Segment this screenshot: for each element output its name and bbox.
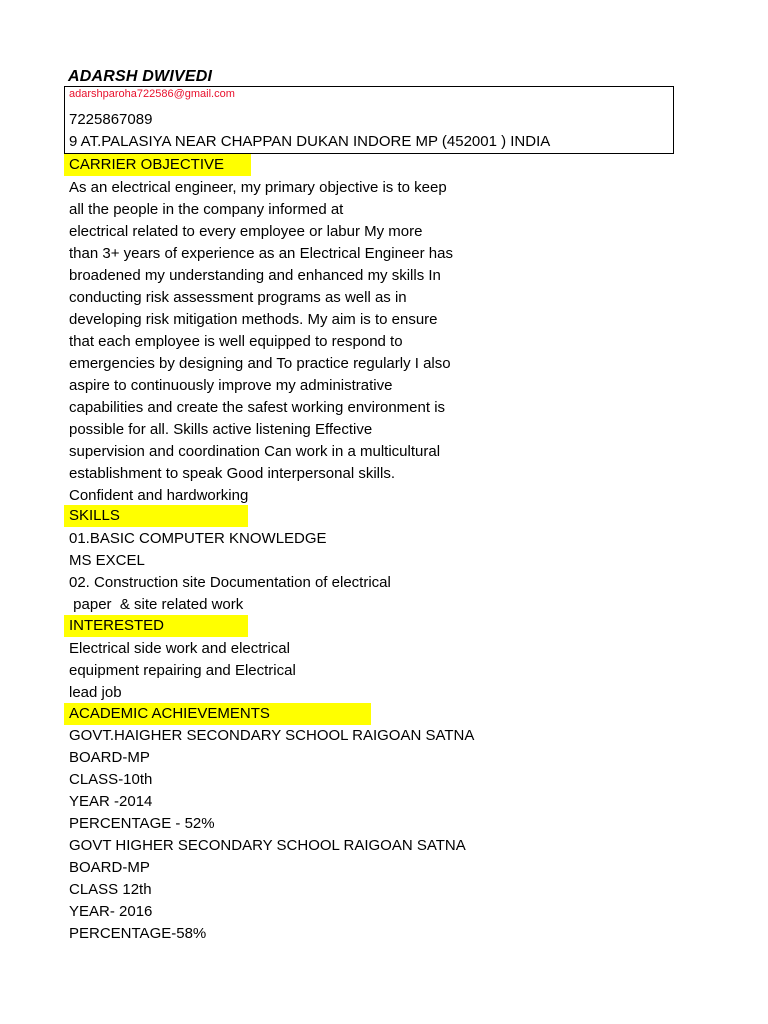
skills-line: 02. Construction site Documentation of electrical: [69, 574, 391, 591]
objective-heading-highlighted: CARRIER OBJECTIV: [69, 156, 215, 173]
academic-line: BOARD-MP: [69, 749, 150, 766]
objective-line: establishment to speak Good interpersonal skills.: [69, 465, 396, 482]
objective-line: Confident and hardworking: [69, 487, 249, 504]
objective-line: possible for all. Skills active listening Effective: [69, 421, 373, 438]
academic-line: CLASS-10th: [69, 771, 153, 788]
objective-line: emergencies by designing and To practice regularly I also: [69, 355, 451, 372]
academic-line: PERCENTAGE - 52%: [69, 815, 215, 832]
objective-line: developing risk mitigation methods. My aim is to ensure: [69, 311, 438, 328]
skills-line: paper & site related work: [69, 596, 244, 613]
objective-line: than 3+ years of experience as an Electrical Engineer has: [69, 245, 453, 262]
interested-heading: INTERESTED: [69, 617, 165, 634]
academic-line: GOVT HIGHER SECONDARY SCHOOL RAIGOAN SATNA: [69, 837, 466, 854]
skills-line: MS EXCEL: [69, 552, 145, 569]
objective-line: supervision and coordination Can work in a multicultural: [69, 443, 441, 460]
academic-line: PERCENTAGE-58%: [69, 925, 207, 942]
objective-line: As an electrical engineer, my primary objective is to keep: [69, 179, 447, 196]
objective-line: aspire to continuously improve my administrative: [69, 377, 393, 394]
interested-line: Electrical side work and electrical: [69, 640, 290, 657]
skills-heading: SKILLS: [69, 507, 120, 524]
objective-line: all the people in the company informed at: [69, 201, 344, 218]
objective-line: conducting risk assessment programs as well as in: [69, 289, 407, 306]
address: 9 AT.PALASIYA NEAR CHAPPAN DUKAN INDORE MP (452001 ) INDIA: [69, 133, 551, 150]
academic-line: GOVT.HAIGHER SECONDARY SCHOOL RAIGOAN SATNA: [69, 727, 475, 744]
objective-heading: [69, 154, 224, 176]
phone-number: 7225867089: [69, 111, 153, 128]
academic-line: YEAR -2014: [69, 793, 153, 810]
interested-line: lead job: [69, 684, 122, 701]
objective-heading-rest: E: [214, 156, 225, 173]
candidate-name: ADARSH DWIVEDI: [68, 68, 213, 85]
objective-line: that each employee is well equipped to respond to: [69, 333, 403, 350]
skills-line: 01.BASIC COMPUTER KNOWLEDGE: [69, 530, 327, 547]
academic-line: BOARD-MP: [69, 859, 150, 876]
academic-heading: ACADEMIC ACHIEVEMENTS: [69, 705, 270, 722]
objective-line: broadened my understanding and enhanced my skills In: [69, 267, 441, 284]
academic-line: YEAR- 2016: [69, 903, 153, 920]
interested-line: equipment repairing and Electrical: [69, 662, 296, 679]
academic-line: CLASS 12th: [69, 881, 152, 898]
objective-line: electrical related to every employee or labur My more: [69, 223, 423, 240]
contact-box: [64, 86, 674, 154]
email-link[interactable]: adarshparoha722586@gmail.com: [69, 88, 235, 100]
objective-line: capabilities and create the safest working environment is: [69, 399, 446, 416]
